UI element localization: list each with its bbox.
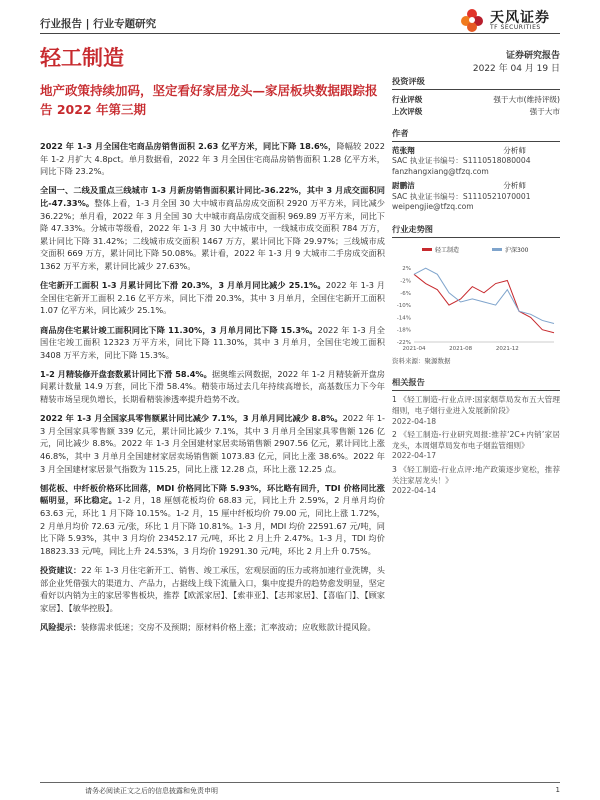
body-paragraph: [40, 184, 385, 272]
rating-heading: 投资评级: [392, 76, 560, 90]
body-paragraph: [40, 140, 385, 178]
paragraph-lead: 1-2 月精装修开盘套数累计同比下滑 58.4%。: [40, 368, 212, 379]
paragraph-lead: 住宅新开工面积 1-3 月累计同比下滑 20.3%，3 月单月同比减少 25.1%。: [40, 280, 326, 291]
related-report-title: 2 《轻工制造-行业研究周报:推荐‘2C+内销’家居龙头，本周烟草局发布电子烟监管细则》: [392, 430, 560, 450]
body-paragraph: [40, 368, 385, 406]
legend-swatch: [422, 248, 432, 251]
paragraph-lead: 全国一、二线及重点三线城市 1-3 月新房销售面积累计同比-36.22%，其中 3 月成交面积同比-47.33%。: [40, 185, 385, 208]
author-role: 分析师: [503, 146, 526, 155]
trend-heading: 行业走势图: [392, 224, 560, 238]
paragraph-text: 2022 年 1-3 月全国家具零售额 339 亿元，累计同比减少 7.1%，其中 3 月单月全国家具零售额 126 亿元，同比减少 8.8%。2022 年 1-3 月全国建材家居卖场销售额 2907.56 亿元，累计同比上涨 46.8%，其中 3 月单月全国建材家居卖场销售额 1073.83 亿元，同比上涨 38.6%。2022 年 3 月全国建材家居景气指数为 115.25，同比上涨 12.28 点，环比上涨 12.25 点。: [40, 413, 385, 474]
author-name: 尉鹏洁: [392, 181, 415, 191]
report-body: [40, 140, 385, 640]
legend-swatch: [492, 248, 502, 251]
logo-flower-icon: [458, 6, 486, 34]
related-report-title: 3 《轻工制造-行业点评:地产政策逐步宽松，推荐关注家居龙头！》: [392, 465, 560, 485]
related-report-item[interactable]: [392, 395, 560, 427]
y-tick-label: -10%: [396, 303, 411, 310]
header-category: 行业报告 | 行业专题研究: [40, 18, 157, 30]
industry-trend-chart: [392, 244, 560, 354]
y-tick-label: -6%: [400, 291, 411, 298]
paragraph-text: 降幅较 2022 年 1-2 月扩大 4.8pct。单月数据看，2022 年 3 月全国住宅商品房销售面积 1.28 亿平方米，同比下降 23.2%。: [40, 141, 385, 177]
x-tick-label: 2021-12: [495, 346, 519, 353]
author-email[interactable]: fanzhangxiang@tfzq.com: [392, 166, 489, 176]
trend-chart-svg: [392, 244, 560, 354]
paragraph-text: 1-2 月，18 厘刨花板均价 68.83 元，同比上升 2.59%，2 月单月均价 63.63 元，环比 1 月下降 10.15%。1-2 月，15 厘中纤板均价 79.00 元，同比上涨 1.72%，2 月单月均价 72.63 元/张，环比 1 月下降 10.81%。1-3 月，MDI 均价 22591.67 元/吨，同比下降 5.93%，其中 3 月均价 23452.17 元/吨，环比 2 月上升 2.47%。1-3 月，TDI 均价 18823.33 元/吨，同比上升 24.53%，3 月均价 19291.30 元/吨，环比 2 月上升 0.75%。: [40, 495, 385, 556]
body-paragraph: [40, 412, 385, 475]
author-block: [392, 146, 560, 177]
logo-text-cn: 天风证券: [490, 10, 550, 26]
last-rating-value: 强于大市: [529, 107, 560, 116]
y-tick-label: -18%: [396, 328, 411, 335]
paragraph-lead: 2022 年 1-3 月全国家具零售额累计同比减少 7.1%，3 月单月同比减少 8.8%。: [40, 413, 343, 424]
logo-text-en: TF SECURITIES: [490, 24, 541, 31]
author-block: [392, 181, 560, 212]
paragraph-lead: 商品房住宅累计竣工面积同比下降 11.30%，3 月单月同比下降 15.3%。: [40, 324, 318, 335]
body-paragraph: [40, 324, 385, 362]
y-tick-label: -14%: [396, 315, 411, 322]
last-rating-row: [392, 106, 560, 118]
y-tick-label: -2%: [400, 278, 411, 285]
report-type: 证券研究报告: [505, 51, 560, 61]
footer-disclaimer: 请务必阅读正文之后的信息披露和免责申明: [85, 787, 218, 795]
paragraph-text: 22 年 1-3 月住宅新开工、销售、竣工承压，宏观层面的压力或将加速行业洗牌，头部企业凭借强大的渠道力、产品力，占据线上线下流量入口，集中度提升的趋势愈发明显，坚定看好以内销为主的家居零售板块，推荐【欧派家居】、【索菲亚】、【志邦家居】、【喜临门】、【顾家家居】、【敏华控股】。: [40, 564, 385, 613]
y-tick-label: 2%: [402, 266, 411, 273]
related-report-date: 2022-04-17: [392, 451, 437, 461]
paragraph-text: 2022 年 1-3 月全国住宅竣工面积 12323 万平方米，同比下降 11.30%，其中 3 月单月，全国住宅竣工面积 3408 万平方米，同比下降 15.3%。: [40, 324, 385, 360]
body-paragraph: [40, 279, 385, 317]
legend-label: 轻工制造: [435, 247, 460, 255]
sector-title: 轻工制造: [40, 46, 124, 70]
sidebar: [392, 76, 560, 500]
body-paragraph: [40, 621, 385, 634]
chart-source: 资料来源：聚源数据: [392, 357, 451, 366]
body-paragraph: [40, 564, 385, 614]
report-title: 地产政策持续加码，坚定看好家居龙头—家居板块数据跟踪报告 2022 年第三期: [40, 83, 378, 117]
related-report-date: 2022-04-18: [392, 416, 437, 426]
last-rating-label: 上次评级: [392, 107, 423, 116]
page-number: 1: [555, 786, 560, 794]
page-header: [40, 6, 560, 32]
y-tick-label: -22%: [396, 340, 411, 347]
author-name: 范张翔: [392, 146, 415, 155]
industry-rating-row: [392, 94, 560, 106]
paragraph-text: 装修需求低迷；交房不及预期；原材料价格上涨；汇率波动；应收账款计提风险。: [80, 621, 376, 632]
paragraph-lead: 刨花板、中纤板价格环比回落，MDI 价格同比下降 5.93%，环比略有回升，TDI 价格同比涨幅明显，环比稳定。: [40, 482, 385, 506]
authors-heading: 作者: [392, 128, 560, 142]
x-tick-label: 2021-08: [449, 346, 473, 353]
paragraph-lead: 2022 年 1-3 月全国住宅商品房销售面积 2.63 亿平方米，同比下降 18.6%，: [40, 141, 337, 151]
series-line-index: [414, 269, 554, 324]
report-date: 2022 年 04 月 19 日: [472, 64, 560, 74]
paragraph-lead: 风险提示：: [40, 621, 81, 632]
paragraph-text: 整体上看，1-3 月全国 30 大中城市商品房成交面积 2920 万平方米，同比减少 36.22%；单月看，2022 年 3 月全国 30 大中城市商品房成交面积 969.89 万平方米，同比下降 47.33%。分城市等级看，2022 年 1-3 月 30 大中城市中，一线城市成交面积 784 万方，累计同比下降 31.42%；二线城市成交面积 1467 万方，累计同比下降 29.97%；三线城市成交面积 669 万方，累计同比下降 50.08%。累计看，2022 年 1-3 月 9 大城市二手房成交面积 1362 万平方米，累计同比减少 27.63%。: [40, 197, 385, 271]
author-email[interactable]: weipengjie@tfzq.com: [392, 202, 474, 212]
paragraph-lead: 投资建议：: [40, 564, 82, 575]
legend-label: 沪深300: [505, 247, 529, 255]
industry-rating-label: 行业评级: [392, 95, 423, 104]
industry-rating-value: 强于大市(维持评级): [493, 95, 560, 104]
author-role: 分析师: [503, 181, 526, 191]
body-paragraph: [40, 482, 385, 558]
author-cert: SAC 执业证书编号：S1110521070001: [392, 191, 531, 201]
paragraph-text: 据奥维云网数据，2022 年 1-2 月精装新开盘房间累计数量 14.9 万套，同比下滑 58.4%。精装市场过去几年持续高增长，高基数压力下今年精装市场呈现负增长，长期看精装渗透率提升趋势不改。: [40, 368, 385, 405]
related-reports-list: [392, 395, 560, 496]
related-report-title: 1 《轻工制造-行业点评:国家烟草局发布五大管理细则，电子烟行业进入发展新阶段》: [392, 395, 560, 416]
footer-divider: [40, 782, 560, 783]
tf-securities-logo: [450, 6, 560, 34]
author-cert: SAC 执业证书编号：S1110518080004: [392, 156, 531, 166]
related-heading: 相关报告: [392, 377, 560, 391]
related-report-date: 2022-04-14: [392, 486, 437, 496]
x-tick-label: 2021-04: [402, 346, 426, 353]
related-report-item[interactable]: [392, 465, 560, 497]
header-divider: [40, 33, 560, 34]
paragraph-text: 2022 年 1-3 月全国住宅新开工面积 2.16 亿平方米，同比下滑 20.3%，其中 3 月单月，全国住宅新开工面积 1.07 亿平方米，同比减少 25.1%。: [40, 280, 385, 316]
related-report-item[interactable]: [392, 430, 560, 462]
series-line-industry: [414, 275, 554, 333]
